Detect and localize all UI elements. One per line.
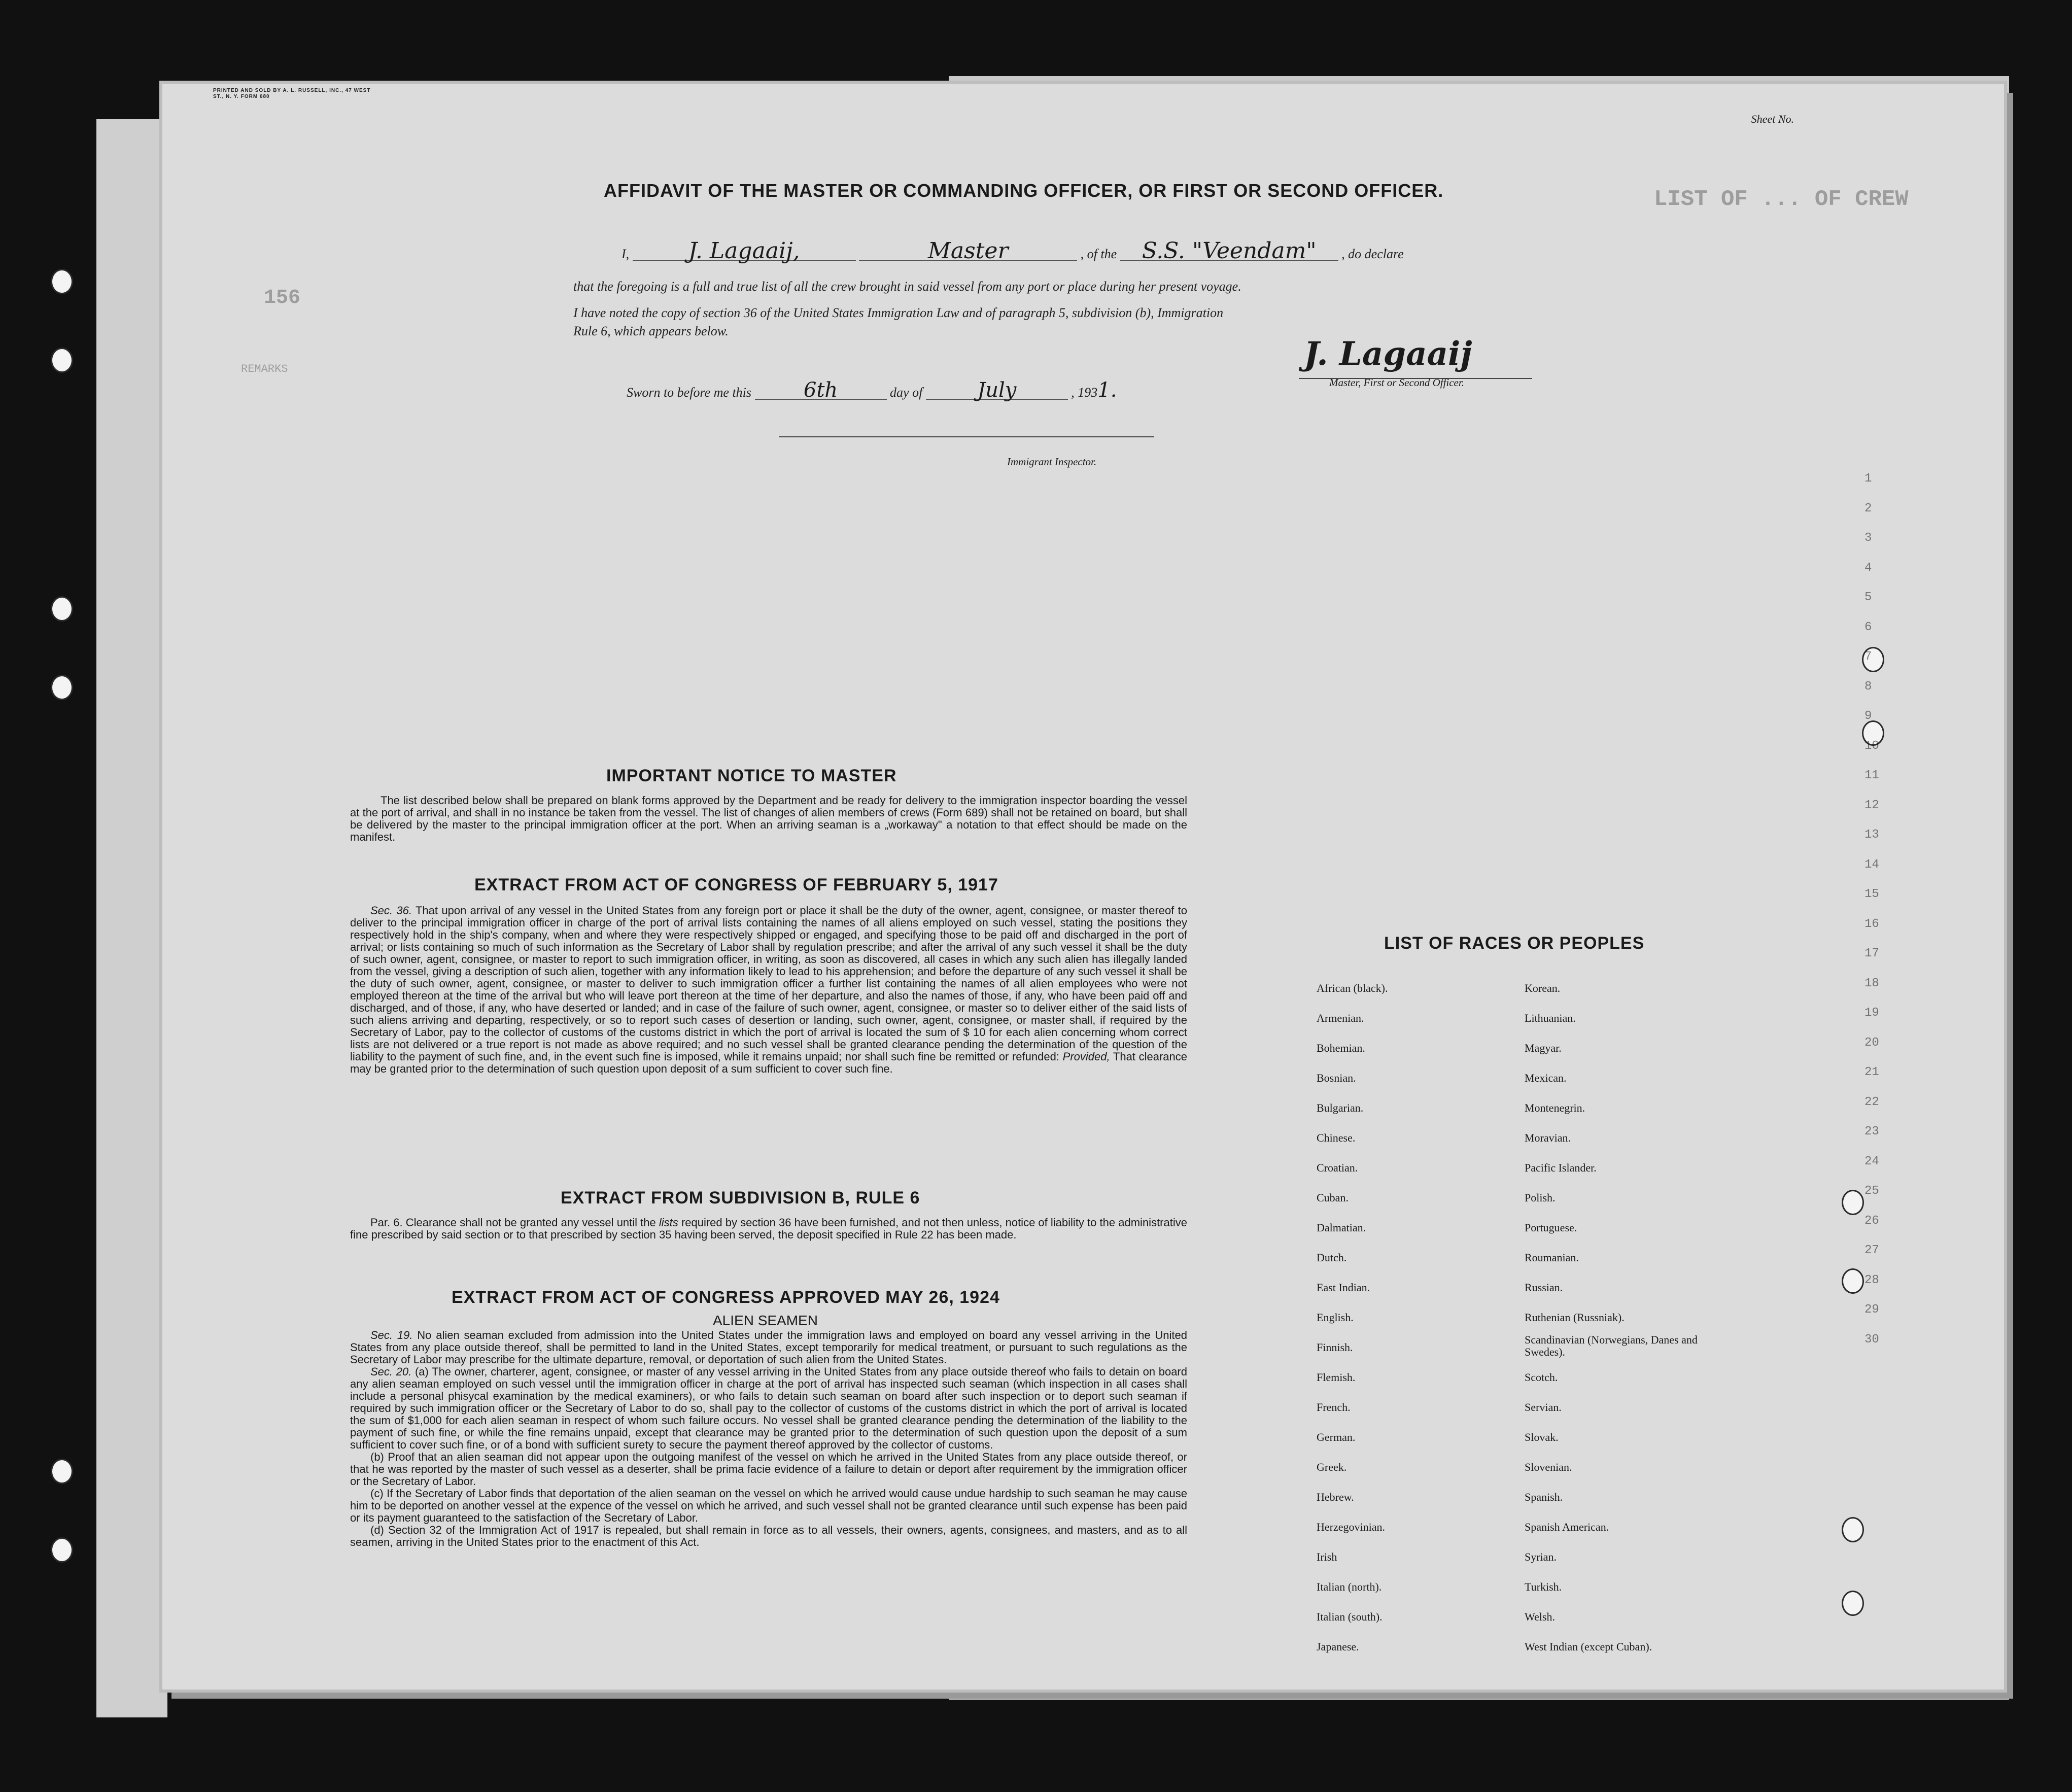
race-item: Welsh. [1525,1610,1555,1623]
faint-row-number: 5 [1864,591,1872,604]
sec20a-text: (a) The owner, charterer, agent, consignee, or master of any vessel arriving in the United States from any place outside thereof who fails to detain on board any alien seaman employed on such vessel until the immigration officer in charge at the port of arrival has inspected such seaman (which inspection in all cases shall include a personal phisycal examination by the medical examiners), or who fails to detain such seaman on board after such inspection or to deport such seaman if required by such immigration officer or the Secretary of Labor to do so, shall pay to the collector of customs of the customs district in which the port of arrival is located the sum of $1,000 for each alien seaman in respect of whom such failure occurs. No vessel shall be granted clearance pending the determination of the liability to the payment of such fine, or while the fine remains unpaid, except that clearance may be granted prior to the determination of such question upon the deposit of a sum sufficient to cover such fine, or of a bond with sufficient surety to secure the payment thereof approved by the collector of customs. [350,1365,1187,1451]
binder-hole [51,269,73,294]
faint-row-number: 8 [1864,679,1872,694]
extract-1924-text [350,1329,1187,1548]
sec36-text: That upon arrival of any vessel in the United States from any foreign port or place it shall be the duty of the owner, agent, consignee, or master thereof to deliver to the principal immigration officer in charge of the port of arrival lists containing the names of all aliens employed on such vessel, stating the positions they respectively hold in the ship's company, when and where they were respectively shipped or engaged, and specifying those to be paid off and discharged in the port of arrival; or lists containing so much of such information as the Secretary of Labor shall by regulation prescribe; and after the arrival of any such vessel it shall be the duty of such owner, agent, consignee, or master to report to such immigration officer, in writing, as soon as discovered, all cases in which any such alien has illegally landed from the vessel, giving a description of such alien, together with any information likely to lead to his apprehension; and before the departure of any such vessel it shall be the duty of such owner, agent, consignee, or master to deliver to such immigration officer a further list containing the names of all alien employees who were not employed thereon at the time of the arrival but who will leave port thereon at the time of her departure, and also the names of those, if any, who have been paid off and discharged, and of those, if any, who have deserted or landed; and in case of the failure of such owner, agent, consignee, or master so to deliver either of the said lists of such aliens arriving and departing, respectively, or so to report such cases of desertion or landing, such owner, agent, consignee, or master shall, if required by the Secretary of Labor, pay to the collector of customs of the customs district in which the port of arrival is located the sum of $ 10 for each alien concerning whom correct lists are not delivered or a true report is not made as above required; and no such vessel shall be granted clearance pending the determination of the question of the liability to the payment of such fine, and, in the event such fine is imposed, while it remains unpaid; nor shall such fine be remitted or refunded: [350,904,1188,1063]
race-item: Servian. [1525,1401,1562,1414]
faint-row-number: 21 [1864,1065,1879,1079]
race-item: Mexican. [1525,1072,1567,1084]
race-item: West Indian (except Cuban). [1525,1640,1652,1653]
faint-row-number: 6 [1864,620,1872,634]
race-item: Syrian. [1525,1550,1557,1563]
race-item: Italian (south). [1317,1610,1383,1623]
race-item: Russian. [1525,1281,1563,1294]
faint-row-number: 28 [1864,1273,1879,1287]
faint-remarks-header: REMARKS [241,363,288,375]
race-item: Slovenian. [1525,1461,1572,1473]
race-item: Italian (north). [1317,1580,1382,1593]
faint-row-number: 9 [1864,709,1872,723]
faint-row-number: 26 [1864,1214,1879,1228]
race-item: Croatian. [1317,1161,1358,1174]
race-item: Scotch. [1525,1371,1558,1384]
binder-hole [51,348,73,373]
race-item: Flemish. [1317,1371,1356,1384]
extract-1917-title: EXTRACT FROM ACT OF CONGRESS OF FEBRUARY 5, 1917 [474,875,998,894]
race-item: Spanish. [1525,1491,1563,1503]
notice-paragraph: The list described below shall be prepared on blank forms approved by the Department and be ready for delivery to the immigration inspector boarding the vessel at the port of arrival, and shall in no instance be taken from the vessel. The list of changes of alien members of crews (Form 689) shall not be retained on board, but shall be delivered by the master to the principal immigration officer at the port. When an arriving seaman is a „workaway" a notation to that effect should be made on the manifest. [350,794,1187,843]
rule6-text-after: required by section 36 have been furnished, and not then unless, notice of liability to the administrative fine prescribed by said section or to that prescribed by section 35 having been served, the deposit specified in Rule 22 has been made. [350,1216,1187,1241]
race-item: Dutch. [1317,1251,1347,1264]
faint-row-number: 7 [1864,650,1872,664]
races-title: LIST OF RACES OR PEOPLES [1384,934,1645,953]
race-item: English. [1317,1311,1354,1324]
faint-row-number: 2 [1864,501,1872,515]
master-signature: J. Lagaaij [1304,335,1472,373]
faint-row-number: 25 [1864,1184,1879,1198]
race-item: Irish [1317,1550,1337,1563]
faint-row-number: 15 [1864,887,1879,901]
faint-row-number: 19 [1864,1006,1879,1020]
race-item: Magyar. [1525,1042,1562,1054]
race-item: Chinese. [1317,1131,1356,1144]
faint-row-number: 29 [1864,1303,1879,1317]
race-item: Hebrew. [1317,1491,1354,1503]
race-item: Korean. [1525,982,1561,994]
faint-row-number: 1 [1864,472,1872,486]
faint-row-number: 24 [1864,1154,1879,1168]
sec20c-text: (c) If the Secretary of Labor finds that deportation of the alien seaman on the vessel on which he arrived would cause undue hardship to such seaman he may cause him to be deported on another vessel at the expence of the vessel on which he arrived, and such vessel shall not be granted clearance until such expense has been paid or its payment guaranteed to the satisfaction of the Secretary of Labor. [350,1487,1187,1524]
day-of-label: day of [890,385,923,400]
faint-row-number: 30 [1864,1332,1879,1347]
faint-row-number: 27 [1864,1244,1879,1257]
sec36-label: Sec. 36. [370,904,412,917]
race-item: Bulgarian. [1317,1101,1364,1114]
race-item: Finnish. [1317,1341,1353,1354]
binder-hole [1842,1591,1864,1616]
faint-row-number: 18 [1864,976,1879,990]
faint-row-number: 17 [1864,947,1879,960]
sec20d-text: (d) Section 32 of the Immigration Act of 1917 is repealed, but shall remain in force as to all vessels, their owners, agents, consignees, and masters, and as to all seamen, arriving in the United States prior to the enactment of this Act. [350,1524,1187,1548]
vessel-name: S.S. "Veendam" [1120,243,1338,261]
race-item: Dalmatian. [1317,1221,1366,1234]
race-item: Moravian. [1525,1131,1571,1144]
sworn-label: Sworn to before me this [627,385,752,400]
race-item: Spanish American. [1525,1521,1609,1533]
race-item: Polish. [1525,1191,1556,1204]
sec19-text: No alien seaman excluded from admission into the United States under the immigration laws and employed on board any vessel arriving in the United States from any place outside thereof, shall be permitted to land in the United States, except temporarily for medical treatment, or pursuant to such regulations as the Secretary of Labor may prescribe for the ultimate departure, removal, or deportation of such alien from the United States. [350,1329,1188,1366]
sworn-month: July [926,382,1068,400]
race-item: Montenegrin. [1525,1101,1585,1114]
faint-row-number: 3 [1864,531,1872,545]
faint-row-number: 12 [1864,798,1879,812]
faint-page-number: 156 [264,287,301,309]
binder-hole [51,1459,73,1484]
faint-row-number: 4 [1864,561,1872,575]
race-item: Cuban. [1317,1191,1349,1204]
sworn-day: 6th [755,382,887,400]
affidavit-title: AFFIDAVIT OF THE MASTER OR COMMANDING OFFICER, OR FIRST OR SECOND OFFICER. [604,180,1444,201]
master-name: J. Lagaaij, [633,243,856,261]
faint-row-number: 22 [1864,1095,1879,1109]
race-item: Japanese. [1317,1640,1359,1653]
affidavit-line-3: I have noted the copy of section 36 of the United States Immigration Law and of paragraph 5, subdivision (b), Immigration [573,305,1224,320]
extract-1924-title: EXTRACT FROM ACT OF CONGRESS APPROVED MAY 26, 1924 [452,1288,1000,1307]
printer-line: PRINTED AND SOLD BY A. L. RUSSELL, INC., 47 WEST ST., N. Y. FORM 680 [213,88,371,99]
year-prefix: , 193 [1071,385,1098,400]
faint-row-number: 16 [1864,917,1879,931]
race-item: Bohemian. [1317,1042,1365,1054]
binder-hole [51,1537,73,1563]
race-item: Lithuanian. [1525,1012,1576,1024]
sworn-year: 1. [1097,378,1117,402]
race-item: Turkish. [1525,1580,1562,1593]
race-item: Roumanian. [1525,1251,1579,1264]
i-label: I, [621,247,630,261]
notice-text [350,795,1187,843]
extract-rule6-text [350,1217,1187,1241]
affidavit-line-1 [621,238,1545,264]
race-item: Armenian. [1317,1012,1364,1024]
sec20b-text: (b) Proof that an alien seaman did not appear upon the outgoing manifest of the vessel on which he arrived in the United States from any place outside thereof, or that he was reported by the master of such vessel as a deserter, shall be prima facie evidence of a failure to detain or deport after requirement by the immigration officer or the Secretary of Labor. [350,1451,1187,1488]
faint-form-title: LIST OF ... OF CREW [1654,187,1909,212]
race-item: Ruthenian (Russniak). [1525,1311,1625,1324]
extract-rule6-title: EXTRACT FROM SUBDIVISION B, RULE 6 [561,1188,920,1208]
proviso-text: That clearance may be granted prior to the determination of such question upon deposit of a sum sufficient to cover such fine. [350,1050,1187,1075]
do-declare-label: , do declare [1341,247,1404,261]
binder-hole [51,675,73,700]
race-item: Scandinavian (Norwegians, Danes and Swedes). [1525,1333,1698,1358]
extract-1924-subtitle: ALIEN SEAMEN [713,1313,818,1328]
race-item: Portuguese. [1525,1221,1577,1234]
binder-hole [51,596,73,622]
race-item: Greek. [1317,1461,1347,1473]
affidavit-line-2: that the foregoing is a full and true list of all the crew brought in said vessel from any port or place during her present voyage. [573,279,1241,294]
proviso-label: Provided, [1062,1050,1110,1063]
sec20-label: Sec. 20. [370,1365,412,1378]
sheet-number-label: Sheet No. [1751,113,1794,125]
rule6-text-before: Par. 6. Clearance shall not be granted any vessel until the [370,1216,656,1229]
binder-strip [96,119,167,1717]
race-item: African (black). [1317,982,1388,994]
race-item: Slovak. [1525,1431,1559,1443]
race-item: German. [1317,1431,1356,1443]
rule6-lists-word: lists [659,1216,678,1229]
signature-caption: Master, First or Second Officer. [1329,376,1464,389]
race-item: Pacific Islander. [1525,1161,1597,1174]
faint-row-number: 10 [1864,739,1879,753]
faint-row-number: 11 [1864,769,1879,782]
faint-row-number: 20 [1864,1036,1879,1050]
race-item: French. [1317,1401,1351,1414]
affidavit-line-4: Rule 6, which appears below. [573,324,729,338]
binder-hole [1842,1268,1864,1294]
faint-row-number: 14 [1864,857,1879,872]
inspector-caption: Immigrant Inspector. [1007,456,1097,468]
binder-hole [1842,1517,1864,1542]
race-item: Bosnian. [1317,1072,1356,1084]
sec19-label: Sec. 19. [370,1329,413,1341]
race-item: Herzegovinian. [1317,1521,1385,1533]
notice-title: IMPORTANT NOTICE TO MASTER [606,766,897,785]
race-item: East Indian. [1317,1281,1370,1294]
master-title: Master [859,243,1077,261]
sworn-line [627,378,1286,402]
faint-row-number: 23 [1864,1125,1879,1139]
extract-1917-text [350,905,1187,1075]
faint-row-number: 13 [1864,828,1879,842]
of-the-label: , of the [1080,247,1117,261]
inspector-signature-line [779,436,1154,437]
binder-hole [1842,1190,1864,1215]
